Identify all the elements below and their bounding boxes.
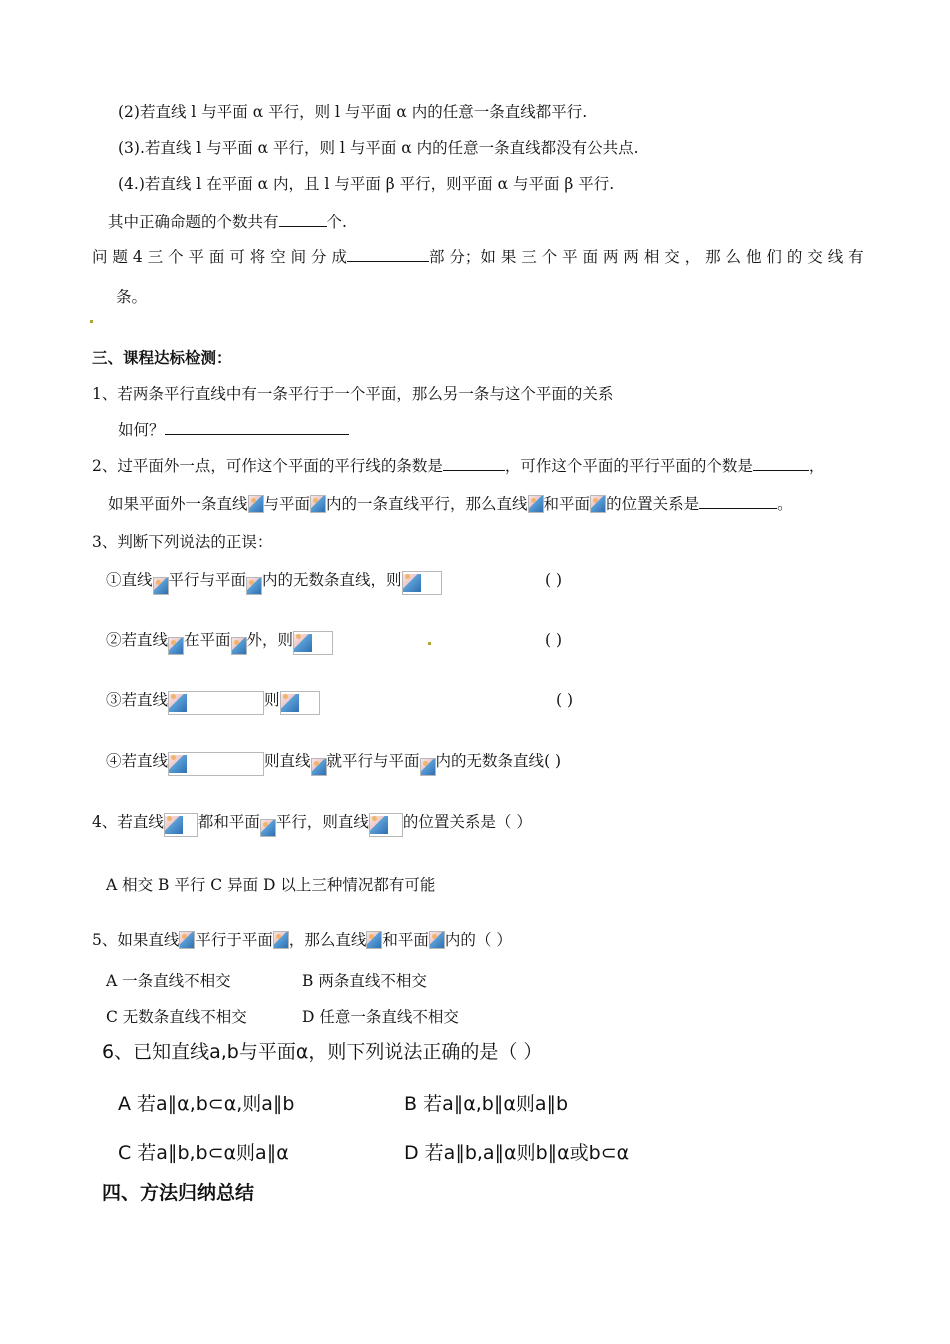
q2-line2: 如果平面外一条直线 与平面 内的一条直线平行，那么直线 和平面 的位置关系是 。: [108, 495, 793, 513]
q5-option-c[interactable]: C 无数条直线不相交: [106, 1008, 247, 1026]
broken-image-icon: [311, 758, 327, 776]
broken-image-icon: [179, 931, 195, 949]
statement-2: (2)若直线 l 与平面 α 平行，则 l 与平面 α 内的任意一条直线都平行.: [118, 103, 588, 121]
q6-option-a[interactable]: A 若a∥α,b⊂α,则a∥b: [118, 1093, 295, 1115]
section-4-title: 四、方法归纳总结: [102, 1182, 255, 1204]
answer-blank[interactable]: [347, 247, 429, 262]
q5-option-b[interactable]: B 两条直线不相交: [302, 972, 427, 990]
q3-title: 3、判断下列说法的正误：: [92, 533, 273, 551]
section-3-title: 三、课程达标检测：: [92, 349, 232, 367]
answer-blank[interactable]: [699, 494, 777, 509]
q4-options[interactable]: A 相交 B 平行 C 异面 D 以上三种情况都有可能: [106, 876, 436, 894]
broken-image-icon: [310, 495, 326, 513]
q3-item4-paren[interactable]: ( ): [544, 752, 562, 770]
statement-4: (4.)若直线 l 在平面 α 内，且 l 与平面 β 平行，则平面 α 与平面 β 平行.: [118, 175, 615, 193]
broken-image-icon: [429, 931, 445, 949]
q3-item3: ③若直线 则: [106, 690, 320, 715]
q5-option-a[interactable]: A 一条直线不相交: [106, 972, 231, 990]
q3-item1-paren[interactable]: ( ): [545, 571, 563, 589]
q4-stem: 4、若直线 都和平面 平行，则直线 的位置关系是（ ）: [92, 812, 532, 837]
broken-image-icon: [168, 691, 264, 715]
broken-image-icon: [402, 571, 442, 595]
q3-item2-paren[interactable]: ( ): [545, 631, 563, 649]
broken-image-icon: [366, 931, 382, 949]
q6-option-b[interactable]: B 若a∥α,b∥α则a∥b: [404, 1093, 569, 1115]
q1-line1: 1、若两条平行直线中有一条平行于一个平面，那么另一条与这个平面的关系: [92, 385, 614, 403]
q5-option-d[interactable]: D 任意一条直线不相交: [302, 1008, 459, 1026]
answer-blank[interactable]: [443, 456, 505, 471]
question-4-cont: 条。: [116, 288, 148, 306]
broken-image-icon: [273, 931, 289, 949]
broken-image-icon: [293, 631, 333, 655]
q3-item1: ①直线 平行与平面 内的无数条直线，则: [106, 570, 442, 595]
broken-image-icon: [280, 691, 320, 715]
statement-3: (3).若直线 l 与平面 α 平行，则 l 与平面 α 内的任意一条直线都没有公共点.: [118, 139, 639, 157]
q6-option-c[interactable]: C 若a∥b,b⊂α则a∥α: [118, 1142, 289, 1164]
answer-blank[interactable]: [279, 212, 327, 227]
broken-image-icon: [231, 637, 247, 655]
broken-image-icon: [369, 813, 403, 837]
broken-image-icon: [153, 577, 169, 595]
broken-image-icon: [260, 819, 276, 837]
q3-item2: ②若直线 在平面 外，则: [106, 630, 333, 655]
q2-line1: 2、过平面外一点，可作这个平面的平行线的条数是 ，可作这个平面的平行平面的个数是 ，: [92, 457, 825, 475]
broken-image-icon: [164, 813, 198, 837]
broken-image-icon: [528, 495, 544, 513]
q3-item4: ④若直线 则直线 就平行与平面 内的无数条直线( ): [106, 751, 561, 776]
broken-image-icon: [420, 758, 436, 776]
q6-stem: 6、已知直线a,b与平面α，则下列说法正确的是（ ）: [102, 1041, 543, 1063]
broken-image-icon: [246, 577, 262, 595]
question-4: 问 题 4 三 个 平 面 可 将 空 间 分 成 部 分；如 果 三 个 平 面 两 两 相 交 ， 那 么 他 们 的 交 线 有: [92, 248, 864, 266]
broken-image-icon: [248, 495, 264, 513]
stray-dot: [428, 642, 431, 645]
answer-blank[interactable]: [753, 456, 809, 471]
broken-image-icon: [168, 637, 184, 655]
stray-dot: [90, 320, 93, 323]
answer-blank[interactable]: [165, 420, 349, 435]
q6-option-d[interactable]: D 若a∥b,a∥α则b∥α或b⊂α: [404, 1142, 630, 1164]
broken-image-icon: [590, 495, 606, 513]
q1-line2: 如何？: [118, 420, 349, 440]
q5-stem: 5、如果直线 平行于平面 ，那么直线 和平面 内的（ ）: [92, 931, 512, 949]
count-question: 其中正确命题的个数共有 个.: [108, 213, 347, 231]
broken-image-icon: [168, 752, 264, 776]
q3-item3-paren[interactable]: ( ): [556, 691, 574, 709]
